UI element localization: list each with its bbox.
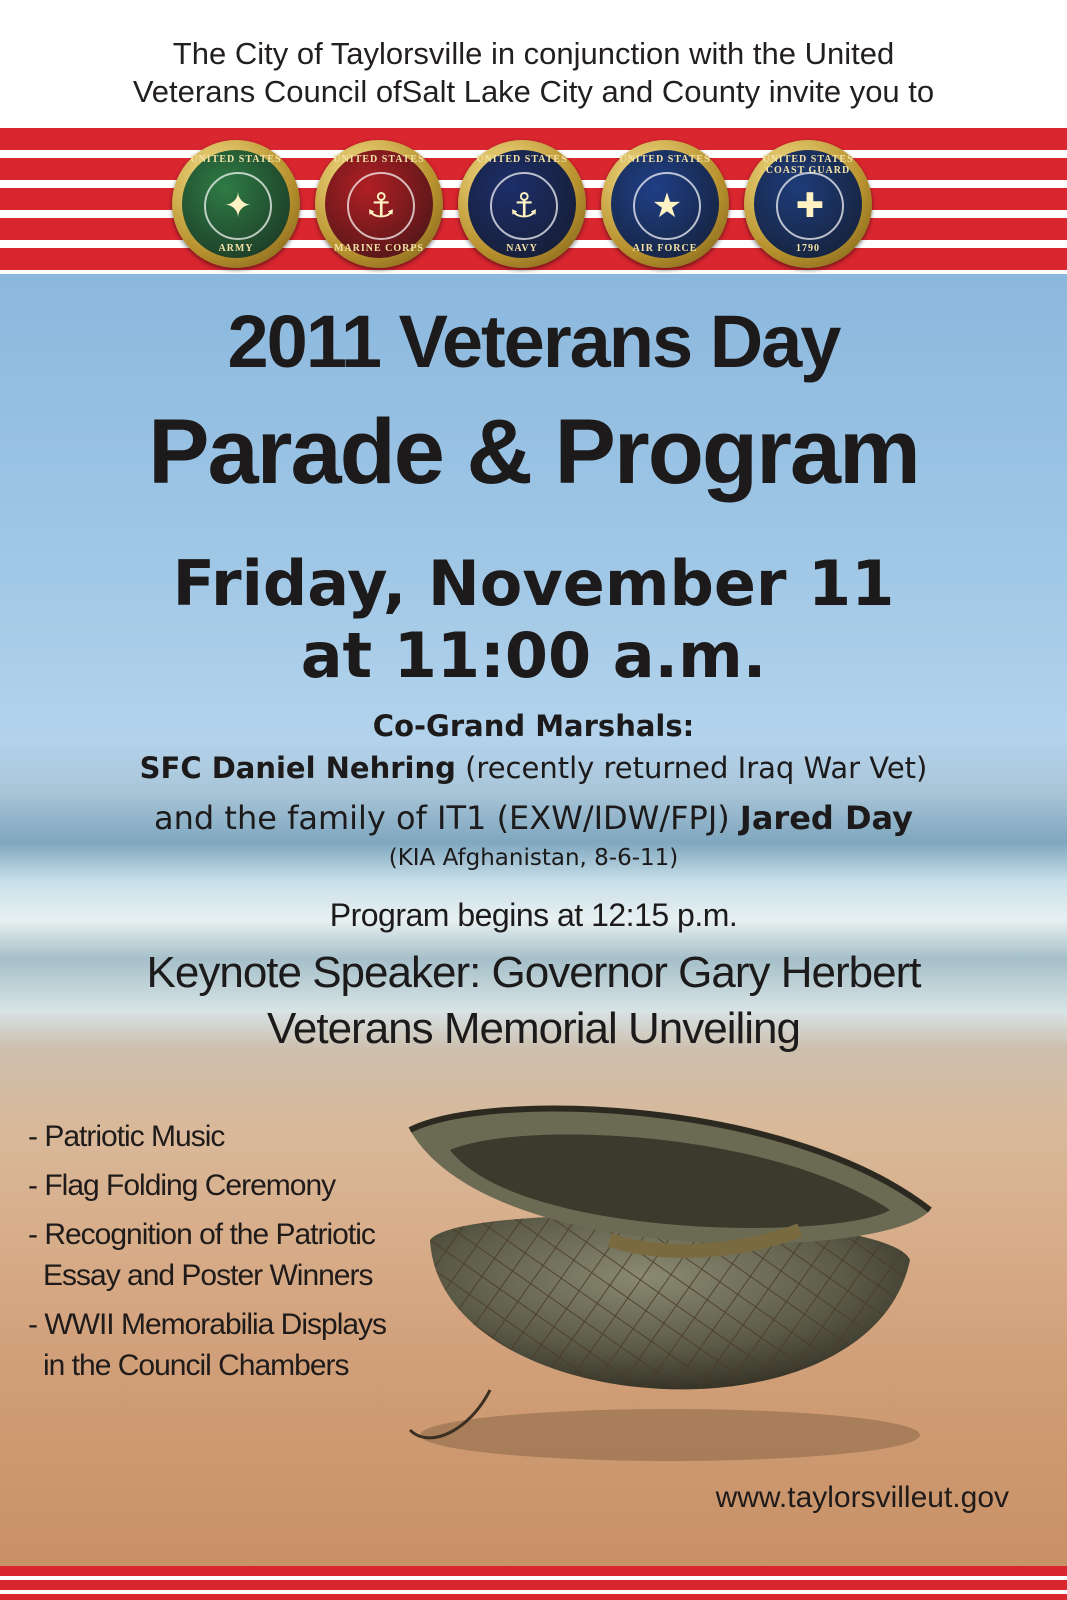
seal-core xyxy=(633,172,701,240)
army-seal-icon xyxy=(172,140,300,268)
seal-bottom-text: NAVY xyxy=(506,243,538,254)
marshal-2 xyxy=(0,796,1067,840)
list-item: - Flag Folding Ceremony xyxy=(28,1169,336,1202)
seal-core xyxy=(776,172,844,240)
list-item: - Recognition of the Patriotic Essay and Poster Winners xyxy=(28,1218,375,1292)
event-title-line-2: Parade & Program xyxy=(148,401,919,503)
marshal-2-note: (KIA Afghanistan, 8-6-11) xyxy=(388,845,679,871)
marshal-2-prefix: and the family of IT1 (EXW/IDW/FPJ) xyxy=(154,799,730,837)
event-title-line-1: 2011 Veterans Day xyxy=(227,300,840,383)
emblem-icon: ★ xyxy=(651,186,683,226)
marshal-1-note: (recently returned Iraq War Vet) xyxy=(465,751,928,785)
seal-face xyxy=(182,150,290,258)
website-link[interactable]: www.taylorsvilleut.gov xyxy=(715,1481,1009,1514)
intro-header xyxy=(0,0,1067,128)
event-time: at 11:00 a.m. xyxy=(300,619,767,692)
seal-top-text: UNITED STATES COAST GUARD xyxy=(762,154,854,176)
intro-line-2: Veterans Council ofSalt Lake City and County invite you to xyxy=(132,74,935,109)
list-item: - Patriotic Music xyxy=(28,1120,225,1153)
stripe-banner xyxy=(0,128,1067,274)
military-seals xyxy=(0,128,1067,274)
seal-top-text: UNITED STATES xyxy=(619,154,711,165)
bottom-stripe xyxy=(0,1566,1067,1600)
seal-bottom-text: AIR FORCE xyxy=(632,243,698,254)
seal-core xyxy=(204,172,272,240)
seal-top-text: UNITED STATES xyxy=(190,154,282,165)
emblem-icon: ✦ xyxy=(223,186,253,226)
seal-face xyxy=(468,150,576,258)
memorial-unveiling: Veterans Memorial Unveiling xyxy=(266,1004,801,1053)
marshal-1-name: SFC Daniel Nehring xyxy=(139,751,456,785)
seal-face xyxy=(754,150,862,258)
emblem-icon: ⚓ xyxy=(508,186,540,226)
seal-bottom-text: MARINE CORPS xyxy=(333,243,425,254)
seal-face xyxy=(611,150,719,258)
coast-guard-seal-icon xyxy=(744,140,872,268)
seal-bottom-text: ARMY xyxy=(218,243,254,254)
seal-core xyxy=(347,172,415,240)
seal-top-text: UNITED STATES xyxy=(333,154,425,165)
navy-seal-icon xyxy=(458,140,586,268)
air-force-seal-icon xyxy=(601,140,729,268)
seal-bottom-text: 1790 xyxy=(796,243,820,254)
helmet-illustration xyxy=(370,1090,950,1470)
intro-line-1: The City of Taylorsville in conjunction with the United xyxy=(172,36,895,71)
marshals-heading: Co-Grand Marshals: xyxy=(372,709,695,743)
marshal-1 xyxy=(0,748,1067,788)
list-item: - WWII Memorabilia Displays in the Council Chambers xyxy=(28,1308,387,1382)
seal-core xyxy=(490,172,558,240)
marshal-2-name: Jared Day xyxy=(739,799,913,837)
keynote-speaker: Keynote Speaker: Governor Gary Herbert xyxy=(146,948,921,997)
emblem-icon: ⚓ xyxy=(365,186,397,226)
program-start: Program begins at 12:15 p.m. xyxy=(329,897,738,933)
activities-list xyxy=(28,1116,388,1394)
seal-face xyxy=(325,150,433,258)
event-date: Friday, November 11 xyxy=(172,547,895,620)
marine-corps-seal-icon xyxy=(315,140,443,268)
seal-top-text: UNITED STATES xyxy=(476,154,568,165)
emblem-icon: ✚ xyxy=(795,186,825,226)
